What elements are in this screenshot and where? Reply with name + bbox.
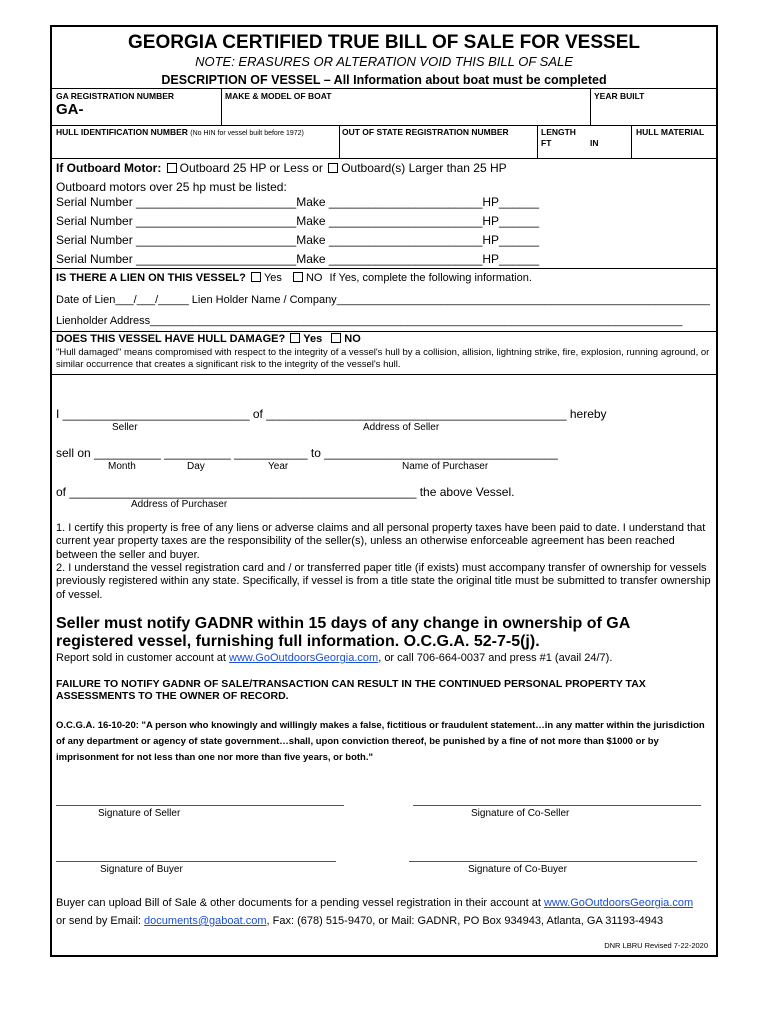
lien-no-checkbox[interactable] [293, 272, 303, 282]
outboard-row[interactable]: Serial Number ________________________Make _______________________HP______ [56, 214, 540, 228]
hull-damage-definition: "Hull damaged" means compromised with respect to the integrity of a vessel's hull by a collision, allision, lightning strike, fire, explosion, running aground, or similar occurrence that creates a significant risk to the integrity of the vessel's hull. [56, 347, 710, 370]
ga-registration-label: GA REGISTRATION NUMBER [56, 91, 175, 101]
goutdoors-upload-link[interactable]: www.GoOutdoorsGeorgia.com [543, 897, 694, 909]
email-line: or send by Email: documents@gaboat.com, Fax: (678) 515-9470, or Mail: GADNR, PO Box 934943, Atlanta, GA 31193-4943 [56, 915, 664, 927]
signature-buyer-label: Signature of Buyer [100, 864, 183, 875]
year-built-label: YEAR BUILT [594, 91, 645, 101]
hin-note: (No HIN for vessel built before 1972) [190, 130, 304, 137]
goutdoors-link[interactable]: www.GoOutdoorsGeorgia.com [229, 652, 379, 664]
form-title: GEORGIA CERTIFIED TRUE BILL OF SALE FOR VESSEL [128, 32, 640, 53]
outboard-options: If Outboard Motor: Outboard 25 HP or Less or Outboard(s) Larger than 25 HP [56, 161, 507, 175]
form-note: NOTE: ERASURES OR ALTERATION VOID THIS BILL OF SALE [195, 54, 573, 69]
year-caption: Year [268, 461, 289, 472]
outboard-small-checkbox[interactable] [167, 163, 177, 173]
ocga-statement: O.C.G.A. 16-10-20: "A person who knowingly and willingly makes a false, fictitious or fraudulent statement…in any matter within the jurisdiction of any department or agency of state government…shall, upon conviction thereof, be punished by a fine of not more than $1000 or by imprisonment for not less than one nor more than five years, or both." [56, 720, 705, 763]
hull-material-label: HULL MATERIAL [636, 127, 705, 137]
address-seller-caption: Address of Seller [363, 422, 440, 433]
outboard-large-checkbox[interactable] [328, 163, 338, 173]
signature-co-buyer-label: Signature of Co-Buyer [468, 864, 567, 875]
certify-paragraph-1: 1. I certify this property is free of any liens or adverse claims and all personal property taxes have been paid to date. I understand that current year property taxes are the responsibility of the seller(s), unless an otherwise enforceable agreement has been reached between the seller and buyer. [56, 522, 706, 561]
upload-line: Buyer can upload Bill of Sale & other documents for a pending vessel registration in their account at www.GoOutdoorsGeorgia.com [56, 897, 694, 909]
hull-damage-question: DOES THIS VESSEL HAVE HULL DAMAGE? Yes NO [56, 333, 361, 345]
report-line: Report sold in customer account at www.GoOutdoorsGeorgia.com, or call 706-664-0037 and press #1 (avail 24/7). [56, 652, 613, 664]
signature-co-seller-label: Signature of Co-Seller [471, 808, 570, 819]
outboard-row[interactable]: Serial Number ________________________Make _______________________HP______ [56, 195, 540, 209]
outboard-row[interactable]: Serial Number ________________________Make _______________________HP______ [56, 252, 540, 266]
section-description-heading: DESCRIPTION OF VESSEL – All Information about boat must be completed [161, 73, 607, 87]
out-of-state-label: OUT OF STATE REGISTRATION NUMBER [342, 127, 509, 137]
hin-label: HULL IDENTIFICATION NUMBER (No HIN for vessel built before 1972) [56, 127, 304, 137]
purchaser-caption: Name of Purchaser [402, 461, 489, 472]
sale-date-purchaser-line[interactable]: sell on __________ __________ ___________ to ___________________________________ [56, 446, 558, 460]
month-caption: Month [108, 461, 136, 472]
email-link[interactable]: documents@gaboat.com [144, 915, 267, 927]
length-in-label: IN [590, 138, 599, 148]
seller-line[interactable]: I ____________________________ of _____________________________________________ hereby [56, 407, 607, 421]
outboard-row[interactable]: Serial Number ________________________Make _______________________HP______ [56, 233, 540, 247]
lien-question: IS THERE A LIEN ON THIS VESSEL? Yes NO If Yes, complete the following information. [56, 272, 532, 284]
failure-warning: FAILURE TO NOTIFY GADNR OF SALE/TRANSACTION CAN RESULT IN THE CONTINUED PERSONAL PROPERTY TAX ASSESSMENTS TO THE OWNER OF RECORD. [56, 678, 646, 702]
make-model-label: MAKE & MODEL OF BOAT [225, 91, 332, 101]
certify-paragraph-2: 2. I understand the vessel registration card and / or transferred paper title (if exists) must accompany transfer of ownership for vessels previously registered within any state. Specifically, if vessel is from a title state the original title must be submitted to transfer ownership of vessel. [56, 562, 711, 601]
seller-caption: Seller [112, 422, 138, 433]
length-ft-label: FT [541, 138, 552, 148]
day-caption: Day [187, 461, 205, 472]
address-purchaser-caption: Address of Purchaser [131, 499, 228, 510]
ga-registration-prefix[interactable]: GA- [56, 101, 84, 118]
lienholder-address-field[interactable]: Lienholder Address_______________________________________________________________________________________ [56, 315, 683, 327]
signature-seller-label: Signature of Seller [98, 808, 181, 819]
lien-yes-checkbox[interactable] [251, 272, 261, 282]
form-frame [50, 25, 718, 957]
length-label: LENGTH [541, 127, 576, 137]
revision-note: DNR LBRU Revised 7-22-2020 [604, 941, 708, 950]
hull-damage-no-checkbox[interactable] [331, 333, 341, 343]
outboard-instruction: Outboard motors over 25 hp must be listed: [56, 180, 287, 194]
lien-date-holder-field[interactable]: Date of Lien___/___/_____ Lien Holder Name / Company_____________________________________________________________ [56, 294, 710, 306]
purchaser-address-line[interactable]: of ____________________________________________________ the above Vessel. [56, 485, 515, 499]
hull-damage-yes-checkbox[interactable] [290, 333, 300, 343]
notify-heading: Seller must notify GADNR within 15 days of any change in ownership of GA registered vessel, furnishing full information. O.C.G.A. 52-7-5(j). [56, 615, 630, 650]
